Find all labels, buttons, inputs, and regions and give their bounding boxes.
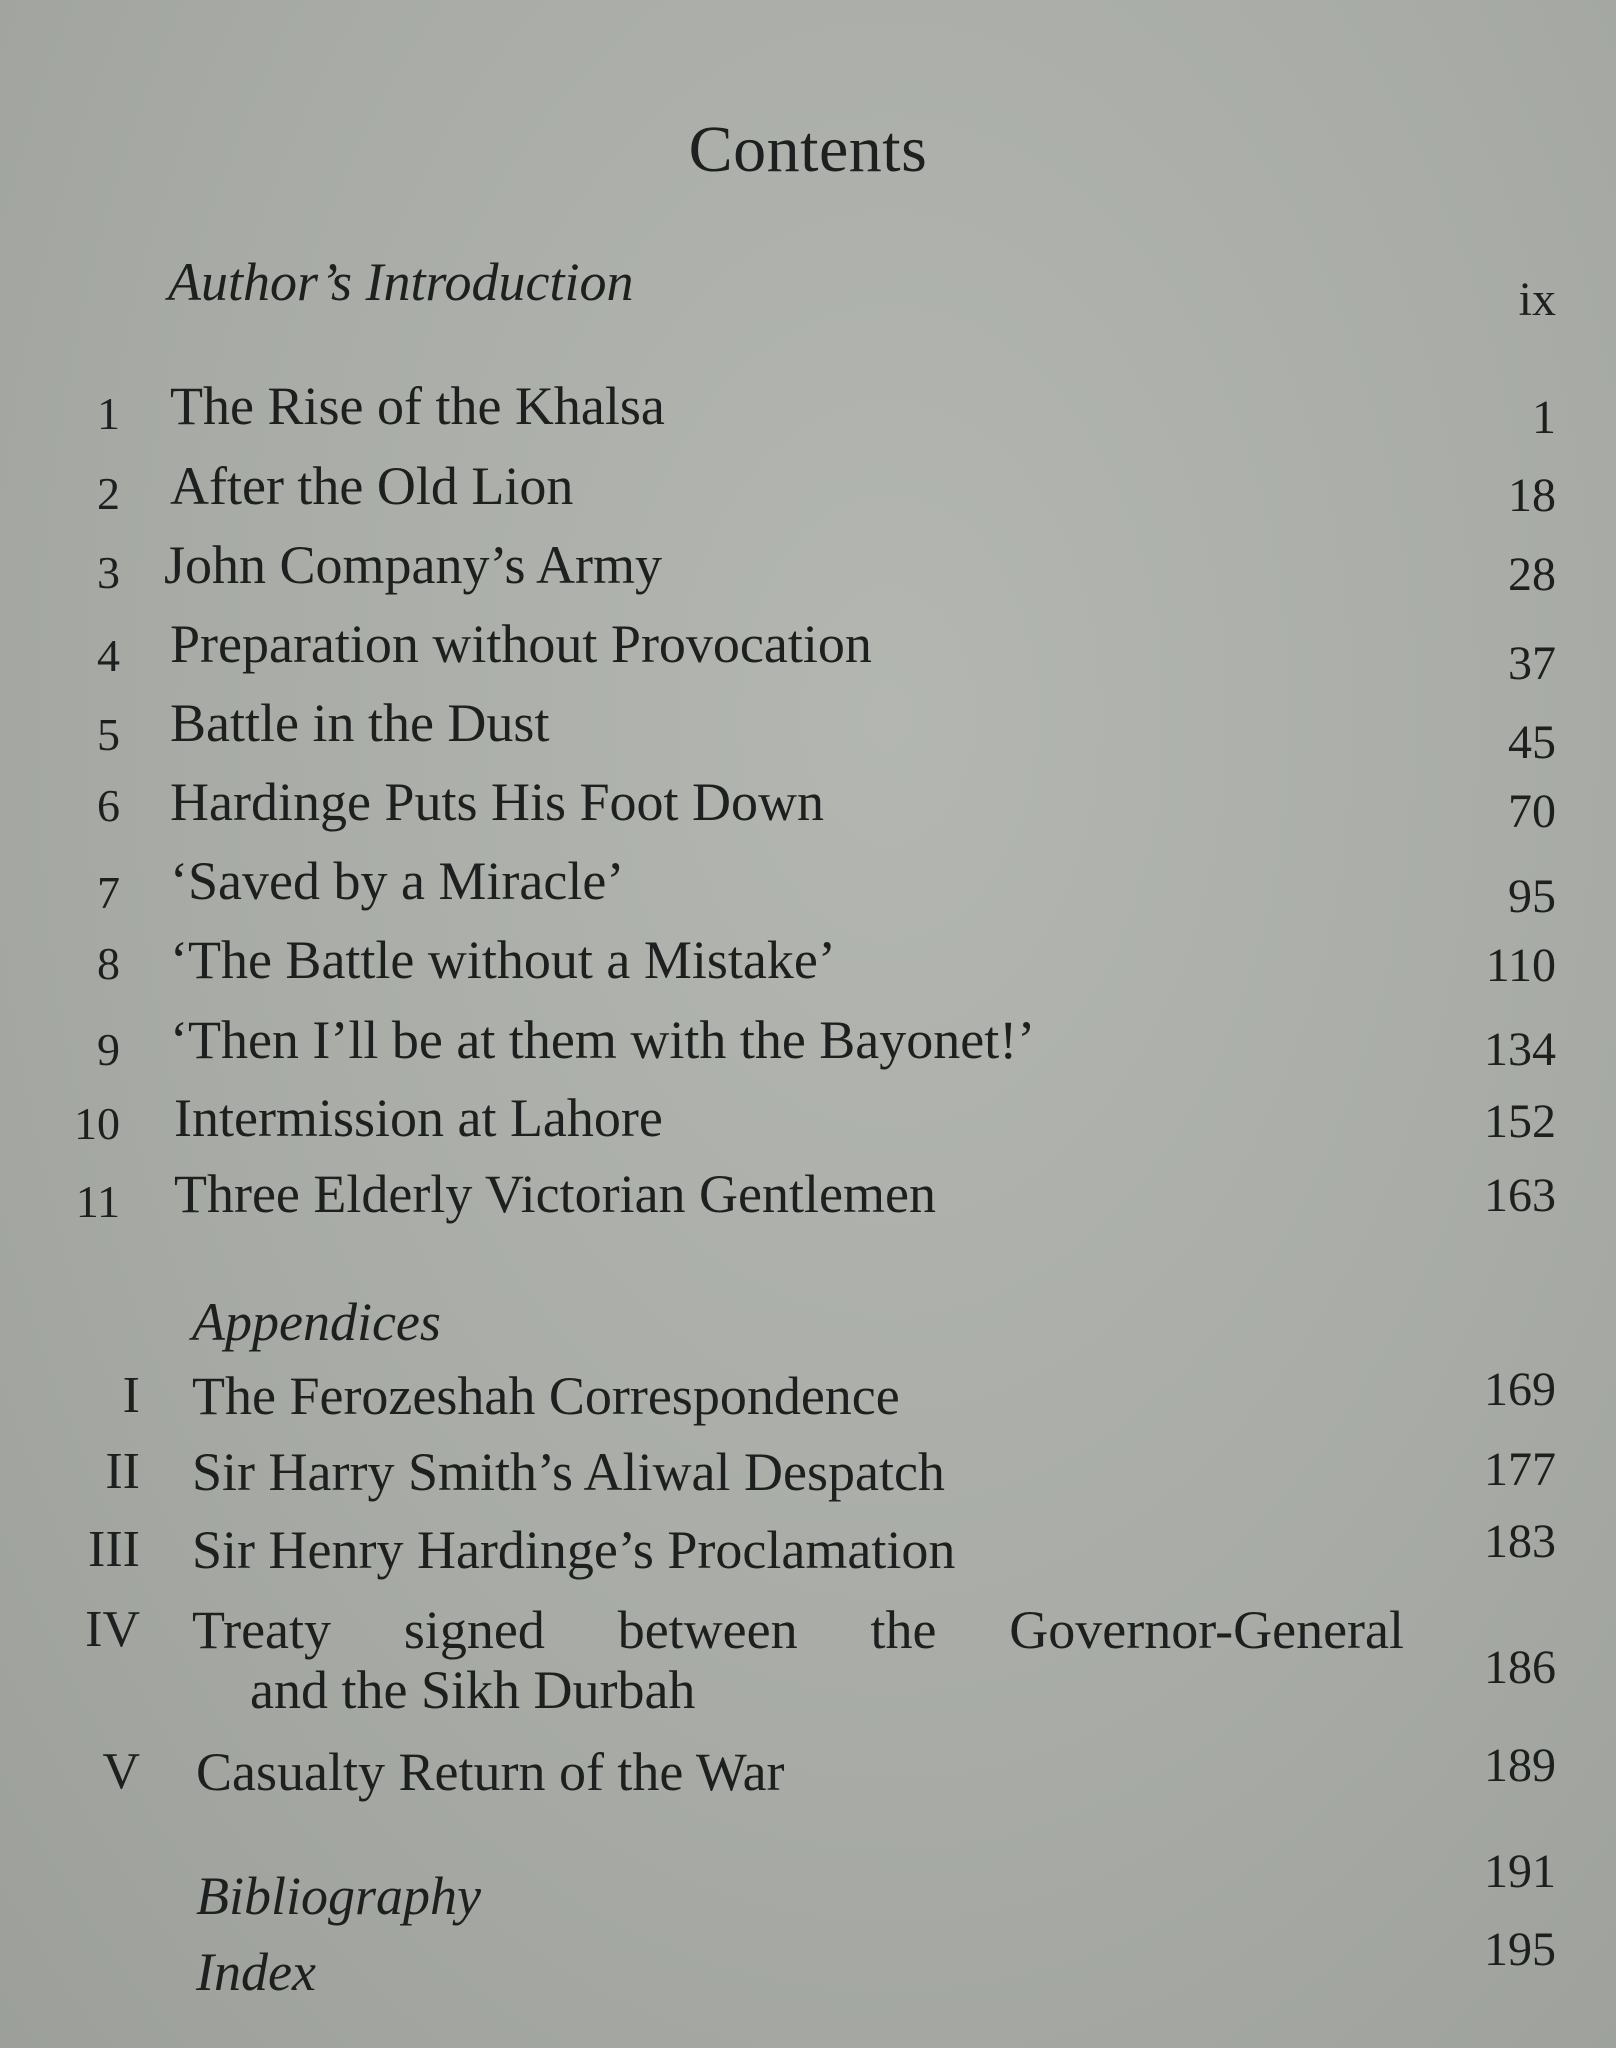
chapter-title: Hardinge Puts His Foot Down [170,772,825,832]
chapter-entry [0,456,1616,536]
appendix-number: II [105,1443,140,1500]
appendix-title: Sir Harry Smith’s Aliwal Despatch [192,1442,945,1502]
chapter-number: 9 [97,1024,120,1075]
appendix-entry [0,1600,1616,1740]
chapter-number: 3 [97,547,120,598]
chapter-entry [0,614,1616,694]
chapter-title: ‘Then I’ll be at them with the Bayonet!’ [170,1010,1036,1070]
appendix-number: I [122,1367,140,1424]
chapter-page: 95 [1508,870,1556,923]
appendix-page: 189 [1484,1739,1556,1792]
chapter-title: Battle in the Dust [170,693,550,753]
appendix-entry [0,1442,1616,1522]
appendix-title: The Ferozeshah Correspondence [192,1366,900,1426]
chapter-number: 4 [97,630,120,681]
chapter-entry [0,376,1616,456]
chapter-entry [0,1010,1616,1090]
appendix-entry [0,1739,1616,1822]
chapter-entry [0,851,1616,931]
appendix-number: III [88,1521,140,1578]
chapter-page: 163 [1484,1169,1556,1222]
appendices-heading-label: Appendices [192,1292,441,1352]
chapter-title: Preparation without Provocation [170,614,872,674]
chapter-entry [0,535,1616,615]
chapter-number: 11 [75,1176,120,1227]
chapter-title: John Company’s Army [164,535,663,595]
appendix-entry [0,1363,1616,1446]
chapter-page: 18 [1508,469,1556,522]
chapter-title: ‘Saved by a Miracle’ [170,851,625,911]
chapter-page: 37 [1508,637,1556,690]
chapter-page: 70 [1508,785,1556,838]
appendix-number: IV [85,1601,140,1658]
index-page: 195 [1484,1923,1556,1976]
chapter-entry [0,1088,1616,1168]
bibliography-label: Bibliography [196,1866,481,1926]
chapter-title: Intermission at Lahore [174,1088,663,1148]
chapter-title: After the Old Lion [170,456,574,516]
chapter-number: 2 [97,468,120,519]
appendix-page: 169 [1484,1363,1556,1416]
page-title: Contents [688,113,928,186]
chapter-page: 152 [1484,1095,1556,1148]
appendix-title-line-2: and the Sikh Durbah [250,1660,696,1720]
intro-page: ix [1518,273,1556,326]
appendix-title: Casualty Return of the War [196,1742,785,1802]
chapter-page: 1 [1532,391,1556,444]
appendix-title-line-1: Treaty signed between the Governor-General [192,1600,1404,1660]
chapter-number: 8 [97,938,120,989]
chapter-entry [0,930,1616,1010]
chapter-number: 5 [97,709,120,760]
chapter-title: The Rise of the Khalsa [170,376,665,436]
chapter-number: 6 [97,780,120,831]
appendix-entry [0,1515,1616,1600]
chapter-number: 1 [97,388,120,439]
chapter-page: 110 [1485,939,1556,992]
intro-label: Author’s Introduction [168,252,634,312]
chapter-entry [0,1164,1616,1244]
appendix-page: 183 [1484,1515,1556,1568]
appendix-page: 177 [1484,1443,1556,1496]
chapter-page: 28 [1508,548,1556,601]
bibliography-page: 191 [1484,1845,1556,1898]
chapter-number: 10 [74,1098,120,1149]
chapter-title: ‘The Battle without a Mistake’ [170,930,836,990]
appendix-page: 186 [1484,1641,1556,1694]
chapter-entry [0,772,1616,852]
chapter-page: 45 [1508,716,1556,769]
index-label: Index [196,1942,316,2002]
chapter-title: Three Elderly Victorian Gentlemen [174,1164,936,1224]
chapter-page: 134 [1484,1023,1556,1076]
chapter-number: 7 [97,867,120,918]
chapter-entry [0,693,1616,773]
appendix-number: V [102,1743,140,1800]
appendix-title: Sir Henry Hardinge’s Proclamation [192,1520,956,1580]
